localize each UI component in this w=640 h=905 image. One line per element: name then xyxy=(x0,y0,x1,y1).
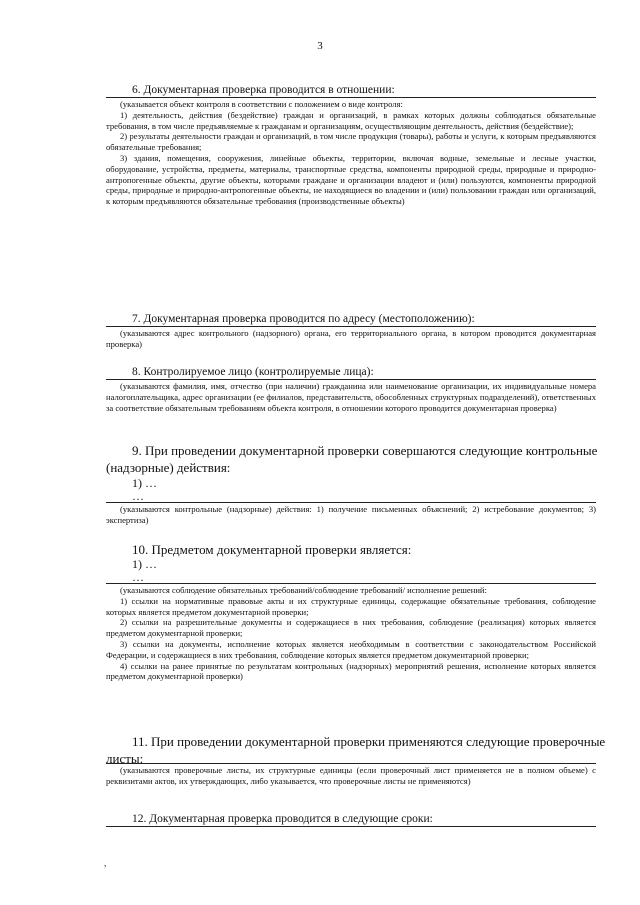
scan-mark: , xyxy=(104,858,107,868)
section-7-heading: 7. Документарная проверка проводится по адресу (местоположению): xyxy=(132,313,475,325)
item-placeholder: 1) … xyxy=(132,557,157,571)
hint-text: (указываются проверочные листы, их структурные единицы (если проверочный лист применяется не в полном объеме) с реквизитами актов, их утверждающих, либо указывается, что проверочные листы не применяются) xyxy=(106,765,596,786)
hint-text: (указывается объект контроля в соответствии с положением о виде контроля: xyxy=(120,99,403,109)
fill-line xyxy=(106,326,596,327)
section-10-heading: 10. Предметом документарной проверки является: xyxy=(132,542,412,557)
fill-line xyxy=(106,97,596,98)
hint-item: 2) ссылки на разрешительные документы и содержащиеся в них требования, соблюдение (реализация) которых является предметом документарной проверки; xyxy=(106,617,596,639)
hint-text: (указываются соблюдение обязательных требований/соблюдение требований/ исполнение решений: xyxy=(120,585,487,595)
hint-item: 1) деятельность, действия (бездействие) граждан и организаций, в рамках которых должны соблюдаться обязательные требования, в том числе предъявляемые к гражданам и организациям, осуществляющим деятельность, действия (бездействие); xyxy=(106,109,596,131)
section-12-heading: 12. Документарная проверка проводится в следующие сроки: xyxy=(132,813,433,825)
section-11-heading: 11. При проведении документарной проверки применяются следующие проверочные xyxy=(132,734,606,749)
hint-item: 4) ссылки на ранее принятые по результатам контрольных (надзорных) мероприятий решения, исполнение которых является предметом документарной проверки) xyxy=(106,660,596,682)
item-placeholder: … xyxy=(132,570,144,584)
fill-line xyxy=(106,583,596,584)
fill-line xyxy=(106,502,596,503)
section-9-heading: 9. При проведении документарной проверки совершаются следующие контрольные xyxy=(132,443,598,458)
fill-line xyxy=(106,379,596,380)
page-number: 3 xyxy=(317,40,323,52)
section-9-heading-cont: (надзорные) действия: xyxy=(106,460,231,475)
section-9-hint xyxy=(106,504,596,526)
section-6-hint xyxy=(106,99,596,207)
section-11-heading-cont: листы: xyxy=(106,751,144,766)
fill-line xyxy=(106,826,596,827)
hint-item: 3) ссылки на документы, исполнение которых является необходимым в соответствии с законодательством Российской Федерации, и содержащиеся в них требования, соблюдение которых является предметом документарной проверки; xyxy=(106,638,596,660)
section-11-hint xyxy=(106,765,596,787)
hint-text: (указываются контрольные (надзорные) действия: 1) получение письменных объяснений; 2) истребование документов; 3) экспертиза) xyxy=(106,504,596,525)
hint-item: 2) результаты деятельности граждан и организаций, в том числе продукция (товары), работы и услуги, к которым предъявляются обязательные требования; xyxy=(106,131,596,153)
hint-item: 1) ссылки на нормативные правовые акты и их структурные единицы, содержащие обязательные требования, соблюдение которых является предметом документарной проверки; xyxy=(106,595,596,617)
fill-line xyxy=(106,763,596,764)
item-placeholder: … xyxy=(132,489,144,503)
hint-item: 3) здания, помещения, сооружения, линейные объекты, территории, включая водные, земельные и лесные участки, оборудование, устройства, предметы, материалы, транспортные средства, компоненты природной среды, природные и природно-антропогенные объекты, другие объекты, которыми граждане и организации владеют и (или) пользуются, компоненты природной среды, природные и природно-антропогенные объекты, не находящиеся во владении и (или) пользовании граждан или организаций, к которым предъявляются обязательные требования (производственные объекты) xyxy=(106,152,596,207)
item-placeholder: 1) … xyxy=(132,476,157,490)
section-6-heading: 6. Документарная проверка проводится в отношении: xyxy=(132,84,395,96)
section-10-hint xyxy=(106,585,596,682)
hint-text: (указываются фамилия, имя, отчество (при наличии) гражданина или наименование организации, их индивидуальные номера налогоплательщика, адрес организации (ее филиалов, представительств, обособленных структурных подразделений), ответственных за соответствие обязательным требованиям объекта контроля, в отношении которого проводится документарная проверка) xyxy=(106,381,596,413)
section-8-heading: 8. Контролируемое лицо (контролируемые лица): xyxy=(132,366,374,378)
section-8-hint xyxy=(106,381,596,413)
hint-text: (указываются адрес контрольного (надзорного) органа, его территориального органа, в котором проводится документарная проверка) xyxy=(106,328,596,349)
section-7-hint xyxy=(106,328,596,350)
